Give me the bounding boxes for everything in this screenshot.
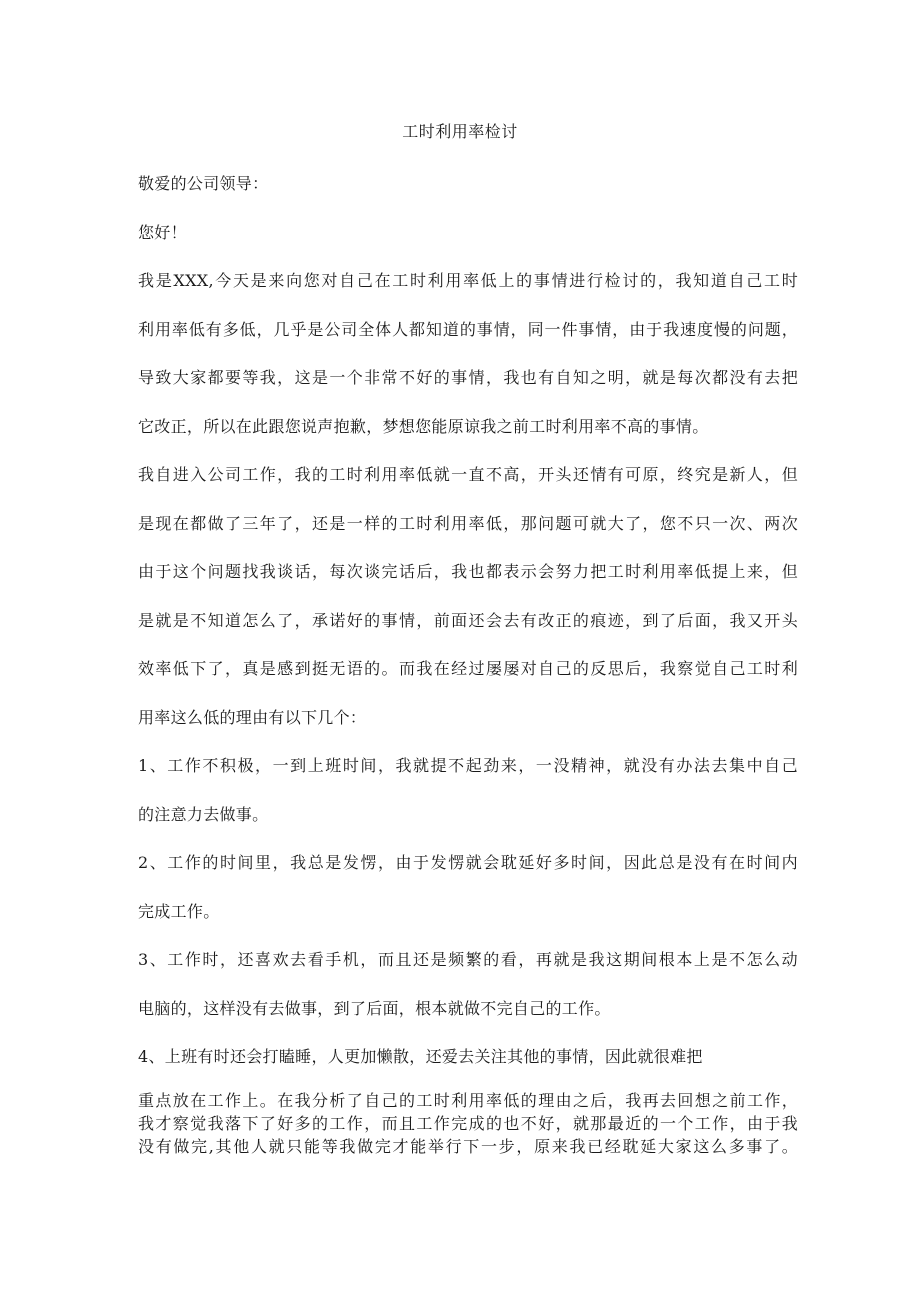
body-line: 是现在都做了三年了，还是一样的工时利用率低，那问题可就大了，您不只一次、两次	[138, 514, 798, 533]
document-title: 工时利用率检讨	[402, 122, 518, 141]
body-line: 效率低下了，真是感到挺无语的。而我在经过屡屡对自己的反思后，我察觉自己工时利	[138, 659, 798, 678]
body-line: 用率这么低的理由有以下几个：	[138, 708, 367, 727]
body-line: 我是XXX,今天是来向您对自己在工时利用率低上的事情进行检讨的，我知道自己工时	[138, 271, 798, 290]
reason-item: 2、工作的时间里，我总是发愣，由于发愣就会耽延好多时间，因此总是没有在时间内	[138, 853, 798, 872]
reason-item: 4、上班有时还会打瞌睡，人更加懒散，还爱去关注其他的事情，因此就很难把	[138, 1047, 703, 1066]
reason-item-continuation: 完成工作。	[138, 902, 220, 921]
body-line: 利用率低有多低，几乎是公司全体人都知道的事情，同一件事情，由于我速度慢的问题，	[138, 320, 798, 339]
reason-item: 1、工作不积极，一到上班时间，我就提不起劲来，一没精神，就没有办法去集中自己	[138, 756, 798, 775]
final-line: 我才察觉我落下了好多的工作，而且工作完成的也不好，就那最近的一个工作，由于我	[138, 1114, 798, 1133]
body-line: 由于这个问题找我谈话，每次谈完话后，我也都表示会努力把工时利用率低提上来，但	[138, 562, 798, 581]
final-line: 重点放在工作上。在我分析了自己的工时利用率低的理由之后，我再去回想之前工作，	[138, 1091, 798, 1110]
reason-item-continuation: 电脑的，这样没有去做事，到了后面，根本就做不完自己的工作。	[138, 999, 611, 1018]
greeting: 您好！	[138, 223, 187, 242]
body-line: 它改正，所以在此跟您说声抱歉，梦想您能原谅我之前工时利用率不高的事情。	[138, 417, 709, 436]
body-line: 我自进入公司工作，我的工时利用率低就一直不高，开头还情有可原，终究是新人，但	[138, 465, 798, 484]
body-line: 导致大家都要等我，这是一个非常不好的事情，我也有自知之明，就是每次都没有去把	[138, 368, 798, 387]
final-line: 没有做完,其他人就只能等我做完才能举行下一步，原来我已经耽延大家这么多事了。	[138, 1137, 798, 1156]
body-line: 是就是不知道怎么了，承诺好的事情，前面还会去有改正的痕迹，到了后面，我又开头	[138, 611, 798, 630]
salutation: 敬爱的公司领导：	[138, 174, 269, 193]
reason-item: 3、工作时，还喜欢去看手机，而且还是频繁的看，再就是我这期间根本上是不怎么动	[138, 950, 798, 969]
reason-item-continuation: 的注意力去做事。	[138, 805, 269, 824]
